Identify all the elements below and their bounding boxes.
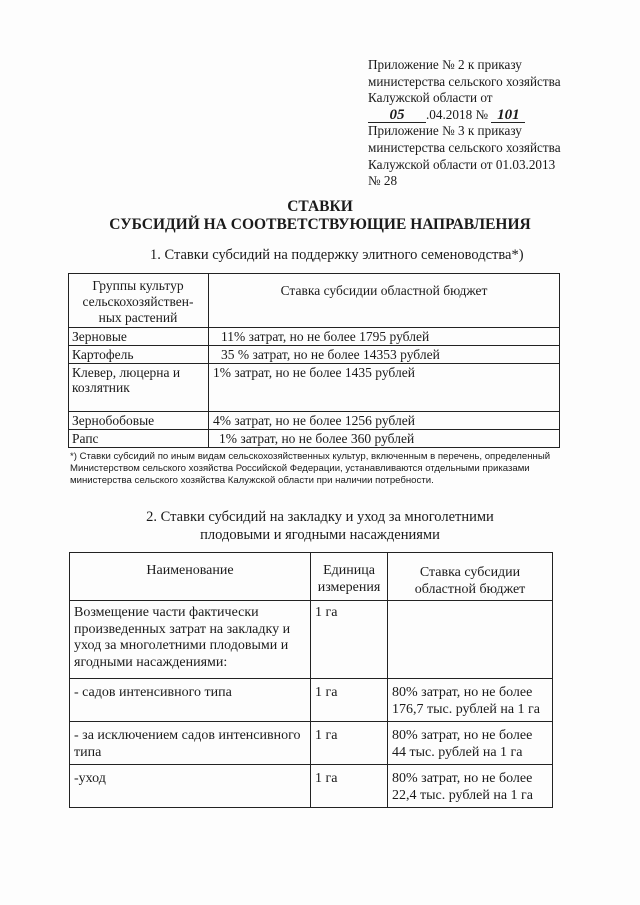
item-rate: 80% затрат, но не более 44 тыс. рублей на 1 га — [388, 722, 553, 765]
footnote: *) Ставки субсидий по иным видам сельскохозяйственных культур, включенным в перечень, определенный Министерством сельского хозяйства Российской Федерации, устанавливаются отдельными приказами министерства сельского хозяйства Калужской области при наличии потребности. — [70, 451, 551, 486]
table-row — [69, 346, 560, 364]
table-header-row — [70, 553, 553, 601]
section1-heading: 1. Ставки субсидий на поддержку элитного семеноводства*) — [150, 247, 524, 263]
item-rate — [388, 601, 553, 679]
item-rate: 80% затрат, но не более 176,7 тыс. рублей на 1 га — [388, 679, 553, 722]
col-header-crop-groups: Группы культур сельскохозяйствен-ных растений — [69, 274, 209, 328]
table-row — [70, 679, 553, 722]
col-header-name: Наименование — [70, 553, 311, 601]
table-row — [69, 430, 560, 448]
crop-rate: 11% затрат, но не более 1795 рублей — [209, 328, 560, 346]
crop-name: Зернобобовые — [69, 412, 209, 430]
item-name: - садов интенсивного типа — [70, 679, 311, 722]
crop-name: Рапс — [69, 430, 209, 448]
col-header-rate: Ставка субсидии областной бюджет — [209, 274, 560, 328]
table-row — [69, 412, 560, 430]
item-unit: 1 га — [311, 765, 388, 808]
header-line: министерства сельского хозяйства — [368, 73, 561, 89]
item-name: - за исключением садов интенсивного типа — [70, 722, 311, 765]
section2-heading-line: плодовыми и ягодными насаждениями — [200, 527, 440, 543]
handwritten-day: 05 — [368, 109, 426, 123]
table-row — [70, 722, 553, 765]
header-line: Калужской области от — [368, 90, 493, 106]
item-unit: 1 га — [311, 679, 388, 722]
item-rate: 80% затрат, но не более 22,4 тыс. рублей на 1 га — [388, 765, 553, 808]
item-unit: 1 га — [311, 601, 388, 679]
header-line: № 28 — [368, 173, 398, 189]
header-date-rest: .04.2018 № — [426, 106, 489, 122]
header-line: Приложение № 3 к приказу — [368, 123, 522, 139]
orchard-rates-table — [69, 552, 553, 808]
appendix-header — [368, 57, 561, 190]
handwritten-order-number: 101 — [491, 109, 525, 123]
item-name: -уход — [70, 765, 311, 808]
table-row — [69, 364, 560, 412]
page-subtitle: СУБСИДИЙ НА СООТВЕТСТВУЮЩИЕ НАПРАВЛЕНИЯ — [109, 216, 531, 233]
table-row — [70, 601, 553, 679]
crop-rate: 4% затрат, но не более 1256 рублей — [209, 412, 560, 430]
crop-name: Зерновые — [69, 328, 209, 346]
table-row — [70, 765, 553, 808]
header-date-line — [368, 107, 561, 124]
crop-rate: 35 % затрат, но не более 14353 рублей — [209, 346, 560, 364]
crop-rate: 1% затрат, но не более 1435 рублей — [209, 364, 560, 412]
crop-rate: 1% затрат, но не более 360 рублей — [209, 430, 560, 448]
item-name: Возмещение части фактически произведенных затрат на закладку и уход за многолетними плодовыми и ягодными насаждениями: — [70, 601, 311, 679]
elite-seed-rates-table — [68, 273, 560, 448]
crop-name: Картофель — [69, 346, 209, 364]
crop-name: Клевер, люцерна и козлятник — [69, 364, 209, 412]
header-line: министерства сельского хозяйства — [368, 139, 561, 155]
table-row — [69, 328, 560, 346]
item-unit: 1 га — [311, 722, 388, 765]
table-header-row — [69, 274, 560, 328]
header-line: Калужской области от 01.03.2013 — [368, 156, 556, 172]
header-line: Приложение № 2 к приказу — [368, 57, 522, 72]
col-header-rate: Ставка субсидии областной бюджет — [388, 553, 553, 601]
col-header-unit: Единица измерения — [311, 553, 388, 601]
section2-heading — [0, 508, 640, 544]
page-title: СТАВКИ — [287, 198, 353, 215]
section2-heading-line: 2. Ставки субсидий на закладку и уход за многолетними — [146, 509, 494, 525]
